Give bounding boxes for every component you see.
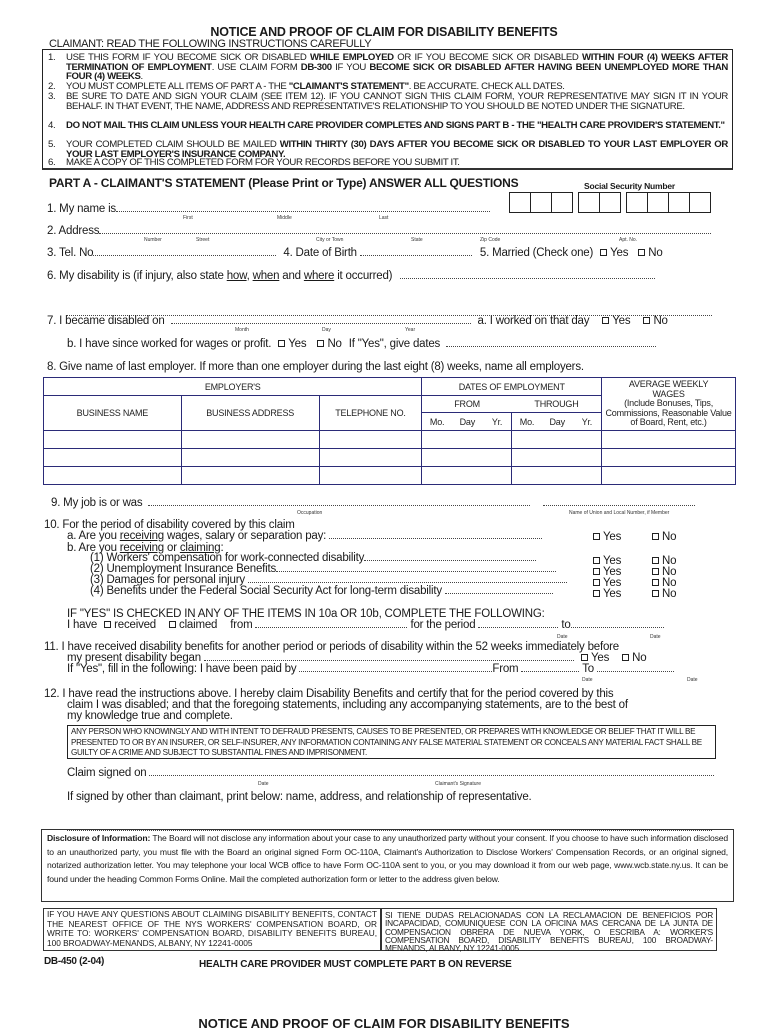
no-label: No bbox=[662, 566, 677, 578]
q10b-claiming: claiming bbox=[179, 542, 221, 554]
paid-by-field[interactable] bbox=[299, 669, 492, 672]
header-through-mo: Mo. bbox=[512, 413, 542, 431]
q4-label: 4. Date of Birth bbox=[283, 247, 357, 259]
q9-job-row bbox=[51, 497, 695, 509]
employer-row bbox=[44, 431, 736, 449]
q6-label-post: it occurred) bbox=[334, 270, 393, 282]
q2-label: 2. Address bbox=[47, 225, 100, 237]
claim-signed-row bbox=[67, 767, 714, 779]
q10a-pre: a. Are you bbox=[67, 530, 120, 542]
sublabel-date: Date bbox=[258, 781, 269, 787]
q10b1-no-checkbox[interactable] bbox=[652, 557, 659, 564]
sublabel-state: State bbox=[411, 237, 423, 243]
paid-to-field[interactable] bbox=[597, 669, 674, 672]
q10b4-no-checkbox[interactable] bbox=[652, 590, 659, 597]
ssn-digit[interactable] bbox=[530, 192, 552, 213]
form-number: DB-450 (2-04) bbox=[44, 956, 105, 967]
header-average-weekly-wages bbox=[602, 378, 736, 431]
to-label: To bbox=[579, 663, 597, 675]
instruction-text bbox=[66, 158, 728, 168]
q11-row3 bbox=[67, 664, 674, 675]
employer-phone-cell[interactable] bbox=[319, 449, 422, 467]
q5-label: 5. Married (Check one) bbox=[479, 247, 594, 259]
employer-row bbox=[44, 449, 736, 467]
ssn-digit[interactable] bbox=[668, 192, 690, 213]
q1-name-row bbox=[47, 203, 490, 215]
header-telephone: TELEPHONE NO. bbox=[319, 396, 422, 431]
q8-label: 8. Give name of last employer. If more than one employer during the last eight (8) weeks, name all employers. bbox=[47, 361, 584, 373]
q11-yes-checkbox[interactable] bbox=[581, 654, 588, 661]
q10b1-yes-checkbox[interactable] bbox=[593, 557, 600, 564]
instructions-heading: CLAIMANT: READ THE FOLLOWING INSTRUCTIONS CAREFULLY bbox=[49, 38, 372, 50]
q10b4-yes-checkbox[interactable] bbox=[593, 590, 600, 597]
employer-address-cell[interactable] bbox=[181, 431, 319, 449]
worked-that-day-no-label: No bbox=[653, 315, 668, 327]
instruction-text-part: WHILE EMPLOYED bbox=[309, 52, 394, 63]
employer-address-cell[interactable] bbox=[181, 449, 319, 467]
instruction-text-part: BE SURE TO DATE AND SIGN YOUR CLAIM (SEE ITEM 12). IF YOU CANNOT SIGN THIS CLAIM FORM, YOUR REPRESENTATIVE MAY SIGN IT IN YOUR BEHALF. IN THAT EVENT, THE NAME, ADDRESS AND REPRESENTATIVE'S RELATIONSHIP TO YOU SHOULD BE NOTED UNDER THE SIGNATURE. bbox=[66, 91, 728, 112]
q11-label3: If "Yes", fill in the following: I have been paid by bbox=[67, 663, 300, 675]
leader-dots bbox=[276, 569, 556, 572]
header-employers: EMPLOYER'S bbox=[44, 378, 422, 396]
disabled-date-field[interactable] bbox=[171, 321, 471, 324]
i-have-label: I have bbox=[67, 619, 98, 631]
employer-through-cell[interactable] bbox=[512, 467, 602, 485]
ssn-digit[interactable] bbox=[509, 192, 531, 213]
instruction-text-part: . BE ACCURATE. CHECK ALL DATES. bbox=[408, 81, 565, 92]
q6-label bbox=[47, 270, 392, 282]
q10a-yes bbox=[593, 531, 621, 543]
worked-since-dates-field[interactable] bbox=[446, 344, 656, 347]
leader-dots bbox=[364, 558, 536, 561]
no-label: No bbox=[632, 652, 647, 664]
instructions-box bbox=[42, 49, 733, 170]
q1-label: 1. My name is bbox=[47, 203, 116, 215]
q6-label-pre: 6. My disability is (if injury, also state bbox=[47, 270, 227, 282]
worked-that-day-yes-label: Yes bbox=[612, 315, 631, 327]
reverse-note: HEALTH CARE PROVIDER MUST COMPLETE PART B ON REVERSE bbox=[199, 959, 512, 970]
from-label: from bbox=[230, 619, 253, 631]
worked-that-day-yes-checkbox[interactable] bbox=[602, 317, 609, 324]
q10b-item-label: (1) Workers' compensation for work-connected disability bbox=[90, 552, 365, 564]
ssn-digit[interactable] bbox=[647, 192, 669, 213]
leader-dots bbox=[248, 580, 567, 583]
q6-where: where bbox=[303, 270, 335, 282]
q10-if-yes: IF "YES" IS CHECKED IN ANY OF THE ITEMS IN 10a OR 10b, COMPLETE THE FOLLOWING: bbox=[67, 608, 545, 620]
q3-q5-row bbox=[47, 247, 663, 259]
no-label: No bbox=[662, 555, 677, 567]
employer-from-cell[interactable] bbox=[422, 431, 512, 449]
q3-label: 3. Tel. No bbox=[47, 247, 94, 259]
to-label: to bbox=[561, 619, 571, 631]
instruction-text-part: WITHIN THIRTY (30) DAYS AFTER YOU BECOME SICK OR DISABLED TO YOUR LAST EMPLOYER OR YOUR LAST EMPLOYER'S INSURANCE COMPANY. bbox=[66, 139, 728, 160]
disclosure-box bbox=[41, 829, 734, 902]
sublabel-apt: Apt. No. bbox=[619, 237, 638, 243]
help-spanish: SI TIENE DUDAS RELACIONADAS CON LA RECLAMACION DE BENEFICIOS POR INCAPACIDAD, COMUNIQUESE CON LA OFICINA MAS CERCANA DE LA JUNTA DE COMPENSACION OBRERA DE NUEVA YORK, O ESCRIBA A: WORKER'S COMPENSATION BOARD, DISABILITY BENEFITS BUREAU, 100 BROADWAY- MENANDS, ALBANY, NY 12241-0005 bbox=[381, 908, 717, 951]
sublabel-year: Year bbox=[405, 327, 416, 333]
worked-since-yes-label: Yes bbox=[288, 338, 307, 350]
sublabel-day: Day bbox=[322, 327, 331, 333]
wages-title: AVERAGE WEEKLY WAGES bbox=[628, 379, 709, 399]
q12-text3: my knowledge true and complete. bbox=[67, 710, 233, 722]
employer-from-cell[interactable] bbox=[422, 467, 512, 485]
instruction-text bbox=[66, 121, 728, 131]
instruction-number: 6. bbox=[48, 157, 56, 168]
q7-label: 7. I became disabled on bbox=[47, 315, 165, 327]
for-period-label: for the period bbox=[410, 619, 476, 631]
header-from-yr: Yr. bbox=[483, 413, 512, 431]
employer-wages-cell[interactable] bbox=[602, 431, 736, 449]
sublabel-date: Date bbox=[687, 677, 698, 683]
q10b-item-label: (2) Unemployment Insurance Benefits bbox=[90, 563, 277, 575]
married-yes-checkbox[interactable] bbox=[600, 249, 607, 256]
married-no-checkbox[interactable] bbox=[638, 249, 645, 256]
header-through-yr: Yr. bbox=[573, 413, 602, 431]
fraud-warning: ANY PERSON WHO KNOWINGLY AND WITH INTENT TO DEFRAUD PRESENTS, CAUSES TO BE PRESENTED, OR PREPARES WITH KNOWLEDGE OR BELIEF THAT IT WILL BE PRESENTED TO OR BY AN INSURER, OR SELF-INSURER, ANY INFORMATION CONTAINING ANY FALSE MATERIAL STATEMENT OR CONCEALS ANY MATERIAL FACT SHALL BE GUILTY OF A CRIME AND SUBJECT TO SUBSTANTIAL FINES AND IMPRISONMENT. bbox=[67, 725, 716, 759]
yes-label: Yes bbox=[603, 555, 622, 567]
no-label: No bbox=[662, 588, 677, 600]
form-title: NOTICE AND PROOF OF CLAIM FOR DISABILITY BENEFITS bbox=[210, 25, 558, 39]
q10a-post: wages, salary or separation pay: bbox=[164, 530, 330, 542]
q10a-no bbox=[652, 531, 676, 543]
ssn-digit[interactable] bbox=[599, 192, 621, 213]
q12-text2: claim I was disabled; and that the foregoing statements, including any accompanying statements, are to the best of bbox=[67, 699, 628, 711]
q7b-row bbox=[67, 338, 656, 350]
part-a-heading: PART A - CLAIMANT'S STATEMENT (Please Print or Type) ANSWER ALL QUESTIONS bbox=[49, 176, 519, 190]
address-field[interactable] bbox=[99, 231, 711, 234]
header-business-name: BUSINESS NAME bbox=[44, 396, 182, 431]
disability-description-field[interactable] bbox=[400, 276, 655, 279]
q11-label: 11. I have received disability benefits for another period or periods of disability within the 52 weeks immediately before bbox=[44, 641, 619, 653]
q10b-item bbox=[90, 586, 553, 597]
date-of-birth-field[interactable] bbox=[360, 253, 472, 256]
instruction-text-part: MAKE A COPY OF THIS COMPLETED FORM FOR YOUR RECORDS BEFORE YOU SUBMIT IT. bbox=[66, 157, 460, 168]
q10b3-no-checkbox[interactable] bbox=[652, 579, 659, 586]
header-through: THROUGH bbox=[512, 396, 602, 413]
ssn-digit[interactable] bbox=[689, 192, 711, 213]
sublabel-date: Date bbox=[557, 634, 568, 640]
q10a-leader bbox=[329, 536, 542, 539]
married-yes-label: Yes bbox=[610, 247, 629, 259]
q7a-label: a. I worked on that day bbox=[477, 315, 590, 327]
instruction-number: 5. bbox=[48, 139, 56, 150]
representative-note: If signed by other than claimant, print below: name, address, and relationship of representative. bbox=[67, 791, 532, 803]
q10-received-row bbox=[67, 620, 664, 631]
claimed-checkbox[interactable] bbox=[169, 621, 176, 628]
union-field[interactable] bbox=[543, 503, 695, 506]
q12-text1: 12. I have read the instructions above. I hereby claim Disability Benefits and certify that for the period covered by this bbox=[44, 688, 614, 700]
help-english: IF YOU HAVE ANY QUESTIONS ABOUT CLAIMING DISABILITY BENEFITS, CONTACT THE NEAREST OFFICE OF THE NYS WORKERS' COMPENSATION BOARD, OR WRITE TO: WORKERS' COMPENSATION BOARD, DISABILITY BENEFITS BUREAU, 100 BROADWAY-MENANDS, ALBANY, NY 12241-0005 bbox=[43, 908, 381, 951]
name-field[interactable] bbox=[116, 209, 490, 212]
q6-when: when bbox=[252, 270, 280, 282]
q10b-mid: or bbox=[164, 542, 180, 554]
disclosure-heading: Disclosure of Information: bbox=[47, 833, 151, 843]
period-start-field[interactable] bbox=[478, 625, 558, 628]
header-through-day: Day bbox=[542, 413, 573, 431]
q10b-item-label: (4) Benefits under the Federal Social Security Act for long-term disability bbox=[90, 585, 445, 597]
next-page-title: NOTICE AND PROOF OF CLAIM FOR DISABILITY BENEFITS bbox=[198, 1016, 570, 1031]
paid-from-field[interactable] bbox=[521, 669, 579, 672]
sublabel-first: First bbox=[183, 215, 193, 221]
occupation-field[interactable] bbox=[148, 503, 530, 506]
wages-note: (Include Bonuses, Tips, Commissions, Reasonable Value of Board, Rent, etc.) bbox=[605, 398, 732, 428]
employer-address-cell[interactable] bbox=[181, 467, 319, 485]
from-label: From bbox=[492, 663, 522, 675]
employer-name-cell[interactable] bbox=[44, 467, 182, 485]
q10b2-no-checkbox[interactable] bbox=[652, 568, 659, 575]
sublabel-last: Last bbox=[379, 215, 389, 221]
sublabel-signature: Claimant's Signature bbox=[435, 781, 481, 787]
instruction-text-part: "CLAIMANT'S STATEMENT" bbox=[288, 81, 409, 92]
q10a-no-checkbox[interactable] bbox=[652, 533, 659, 540]
employer-phone-cell[interactable] bbox=[319, 431, 422, 449]
disclosure-text: The Board will not disclose any information about your case to any unauthorized party without your consent. If you choose to have such information disclosed to an unauthorized party, you must file with the Board an original signed Form OC-110A, Claimant's Authorization to Disclose Workers' Compensation Records, or an original signed, notarized authorization letter. You may telephone your local WCB office to have Form OC-110A sent to you, or you may download it from our web page, www.wcb.state.ny.us. It can be found under the heading Common Forms Online. Mail the completed authorization form or letter to the address given below. bbox=[47, 833, 728, 884]
yes-label: Yes bbox=[603, 531, 622, 543]
sublabel-union: Name of Union and Local Number, if Member bbox=[569, 510, 670, 516]
q9-label: 9. My job is or was bbox=[51, 497, 143, 509]
employer-phone-cell[interactable] bbox=[319, 467, 422, 485]
instruction-text bbox=[66, 92, 728, 111]
q11-label2: my present disability began bbox=[67, 652, 204, 664]
instruction-text-part: USE THIS FORM IF YOU BECOME SICK OR DISABLED bbox=[66, 52, 310, 63]
sublabel-street: Street bbox=[196, 237, 210, 243]
employer-wages-cell[interactable] bbox=[602, 449, 736, 467]
leader-dots bbox=[204, 658, 574, 661]
employer-wages-cell[interactable] bbox=[602, 467, 736, 485]
q10a-yes-checkbox[interactable] bbox=[593, 533, 600, 540]
header-dates-of-employment: DATES OF EMPLOYMENT bbox=[422, 378, 602, 396]
q6-sep: and bbox=[279, 270, 304, 282]
q7-disabled-row bbox=[47, 315, 668, 327]
employer-from-cell[interactable] bbox=[422, 449, 512, 467]
q10a-receiving: receiving bbox=[119, 530, 165, 542]
married-no-label: No bbox=[648, 247, 663, 259]
sublabel-date: Date bbox=[582, 677, 593, 683]
instruction-text-part: BECOME SICK OR DISABLED AFTER HAVING BEEN UNEMPLOYED MORE THAN FOUR (4) WEEKS bbox=[66, 61, 728, 83]
benefits-from-field[interactable] bbox=[255, 625, 407, 628]
sublabel-month: Month bbox=[235, 327, 249, 333]
instruction-number: 3. bbox=[48, 91, 56, 102]
q10b-item-label: (3) Damages for personal injury bbox=[90, 574, 248, 586]
q7b-label: b. I have since worked for wages or profit. bbox=[67, 338, 272, 350]
q6-how: how bbox=[226, 270, 247, 282]
q10b3-yes-checkbox[interactable] bbox=[593, 579, 600, 586]
ssn-digit[interactable] bbox=[626, 192, 648, 213]
instruction-text bbox=[66, 53, 728, 82]
signature-date-field[interactable] bbox=[149, 773, 714, 776]
worked-since-no-label: No bbox=[327, 338, 342, 350]
q10b2-yes-checkbox[interactable] bbox=[593, 568, 600, 575]
employer-through-cell[interactable] bbox=[512, 449, 602, 467]
q2-address-row bbox=[47, 225, 711, 237]
period-end-field[interactable] bbox=[571, 625, 664, 628]
q11-no-checkbox[interactable] bbox=[622, 654, 629, 661]
sublabel-zip: Zip Code bbox=[480, 237, 501, 243]
claimed-label: claimed bbox=[179, 619, 218, 631]
employer-name-cell[interactable] bbox=[44, 431, 182, 449]
instruction-text-part: OR IF YOU BECOME SICK OR DISABLED bbox=[393, 52, 583, 63]
q10b4-yes bbox=[593, 588, 621, 600]
no-label: No bbox=[662, 577, 677, 589]
header-from: FROM bbox=[422, 396, 512, 413]
sublabel-date: Date bbox=[650, 634, 661, 640]
header-from-mo: Mo. bbox=[422, 413, 452, 431]
leader-dots bbox=[445, 591, 553, 594]
sublabel-occupation: Occupation bbox=[297, 510, 323, 516]
employer-table bbox=[43, 377, 736, 485]
employer-name-cell[interactable] bbox=[44, 449, 182, 467]
ssn-digit[interactable] bbox=[578, 192, 600, 213]
q6-disability-row bbox=[47, 270, 655, 282]
instruction-text-part: . USE CLAIM FORM bbox=[211, 61, 301, 73]
claim-signed-label: Claim signed on bbox=[67, 767, 150, 779]
yes-label: Yes bbox=[603, 588, 622, 600]
sublabel-middle: Middle bbox=[277, 215, 292, 221]
q10b-pre: b. Are you bbox=[67, 542, 120, 554]
ssn-digit[interactable] bbox=[551, 192, 573, 213]
instruction-text-part: YOU MUST COMPLETE ALL ITEMS OF PART A - THE bbox=[66, 81, 289, 92]
instruction-text-part: WITHIN FOUR (4) WEEKS AFTER TERMINATION OF EMPLOYMENT bbox=[66, 52, 728, 73]
worked-since-no-checkbox[interactable] bbox=[317, 340, 324, 347]
yes-label: Yes bbox=[603, 566, 622, 578]
received-checkbox[interactable] bbox=[104, 621, 111, 628]
no-label: No bbox=[662, 531, 677, 543]
instruction-number: 1. bbox=[48, 52, 56, 63]
instruction-text-part: DO NOT MAIL THIS CLAIM UNLESS YOUR HEALTH CARE PROVIDER COMPLETES AND SIGNS PART B - THE "HEALTH CARE PROVIDER'S STATEMENT." bbox=[66, 120, 725, 131]
received-label: received bbox=[114, 619, 157, 631]
worked-since-yes-checkbox[interactable] bbox=[278, 340, 285, 347]
instruction-text-part: DB-300 bbox=[300, 61, 332, 73]
instruction-number: 4. bbox=[48, 120, 56, 131]
ssn-label: Social Security Number bbox=[584, 181, 676, 191]
instruction-text-part: YOUR COMPLETED CLAIM SHOULD BE MAILED bbox=[66, 139, 280, 150]
employer-row bbox=[44, 467, 736, 485]
instruction-number: 2. bbox=[48, 81, 56, 92]
q10b-receiving: receiving bbox=[119, 542, 165, 554]
yes-label: Yes bbox=[603, 577, 622, 589]
ssn-input[interactable] bbox=[510, 192, 711, 213]
instruction-text-part: . bbox=[140, 71, 143, 83]
q10a-row bbox=[67, 531, 542, 542]
employer-through-cell[interactable] bbox=[512, 431, 602, 449]
header-from-day: Day bbox=[452, 413, 483, 431]
yes-label: Yes bbox=[590, 652, 610, 664]
sublabel-number: Number bbox=[144, 237, 162, 243]
header-business-address: BUSINESS ADDRESS bbox=[181, 396, 319, 431]
instruction-text-part: IF YOU bbox=[331, 61, 370, 73]
sublabel-city: City or Town bbox=[316, 237, 344, 243]
q10-label: 10. For the period of disability covered by this claim bbox=[44, 519, 295, 531]
worked-that-day-no-checkbox[interactable] bbox=[643, 317, 650, 324]
q10b-post: : bbox=[220, 542, 224, 554]
q6-sep: , bbox=[246, 270, 253, 282]
worked-since-if-yes: If "Yes", give dates bbox=[348, 338, 441, 350]
q10b4-no bbox=[652, 588, 676, 600]
telephone-field[interactable] bbox=[93, 253, 276, 256]
